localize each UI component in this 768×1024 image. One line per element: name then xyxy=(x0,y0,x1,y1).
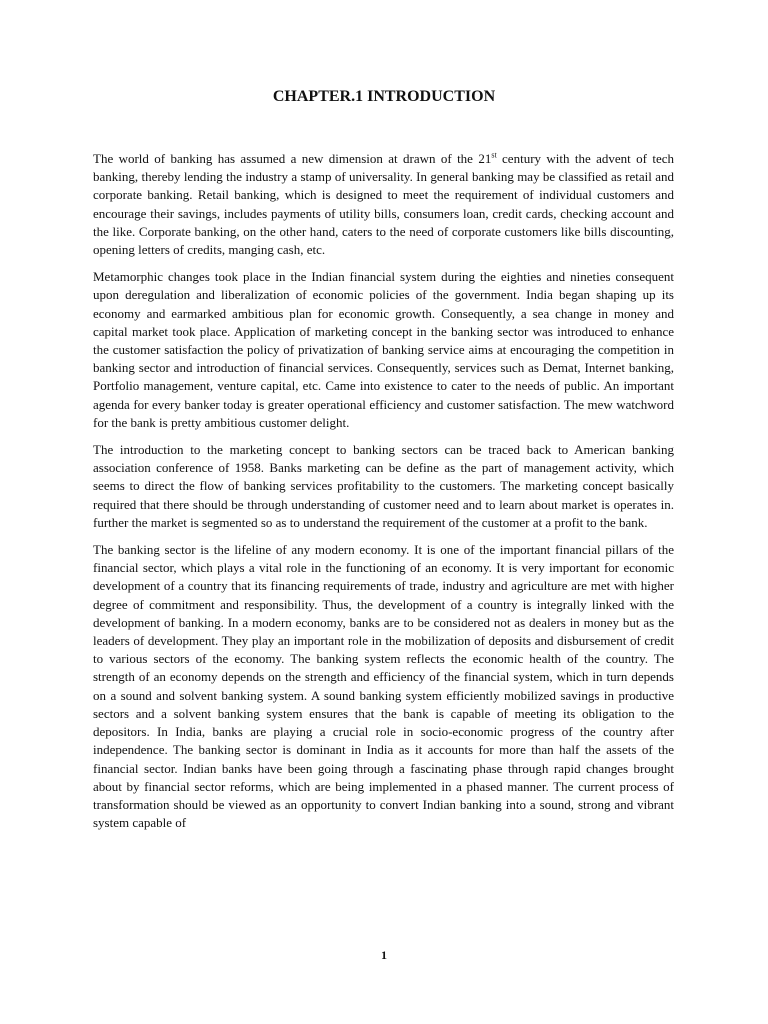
paragraph-1-start: The world of banking has assumed a new dimension at drawn of the 21 xyxy=(93,151,492,166)
page-number: 1 xyxy=(381,948,387,962)
paragraph-3: The introduction to the marketing concept to banking sectors can be traced back to American banking association conference of 1958. Banks marketing can be define as the part of management activity, which seems to direct the flow of banking services profitability to the customers. The marketing concept basically required that there should be through understanding of customer need and to learn about market is operates in. further the market is segmented so as to understand the requirement of the customer at a profit to the bank. xyxy=(93,442,674,530)
paragraph-2: Metamorphic changes took place in the Indian financial system during the eighties and nineties consequent upon deregulation and liberalization of economic policies of the government. India began shaping up its economy and earmarked ambitious plan for economic growth. Consequently, a sea change in money and capital market took place. Application of marketing concept in the banking sector was introduced to enhance the customer satisfaction the policy of privatization of banking service aims at encouraging the competition in banking sector and introduction of financial services. Consequently, services such as Demat, Internet banking, Portfolio management, venture capital, etc. Came into existence to cater to the needs of public. An important agenda for every banker today is greater operational efficiency and customer satisfaction. The mew watchword for the bank is pretty ambitious customer delight. xyxy=(93,269,674,430)
chapter-title: CHAPTER.1 INTRODUCTION xyxy=(272,88,496,105)
paragraph-1-rest: century with the advent of tech banking, thereby lending the industry a stamp of universality. In general banking may be classified as retail and corporate banking. Retail banking, which is designed to meet the requirement of individual customers and encourage their savings, includes payments of utility bills, consumers loan, credit cards, checking account and the like. Corporate banking, on the other hand, caters to the need of corporate customers like bills discounting, opening letters of credits, manging cash, etc. xyxy=(93,151,674,258)
paragraph-1 xyxy=(93,150,674,259)
paragraph-4: The banking sector is the lifeline of any modern economy. It is one of the important financial pillars of the financial sector, which plays a vital role in the functioning of an economy. It is very important for economic development of a country that its financing requirements of trade, industry and agriculture are met with higher degree of commitment and responsibility. Thus, the development of a country is integrally linked with the development of banking. In a modern economy, banks are to be considered not as dealers in money but as the leaders of development. They play an important role in the mobilization of deposits and disbursement of credit to various sectors of the economy. The banking system reflects the economic health of the country. The strength of an economy depends on the strength and efficiency of the financial system, which in turn depends on a sound and solvent banking system. A sound banking system efficiently mobilized savings in productive sectors and a solvent banking system ensures that the bank is capable of meeting its obligation to the depositors. In India, banks are playing a crucial role in socio-economic progress of the country after independence. The banking sector is dominant in India as it accounts for more than half the assets of the financial sector. Indian banks have been going through a fascinating phase through rapid changes brought about by financial sector reforms, which are being implemented in a phased manner. The current process of transformation should be viewed as an opportunity to convert Indian banking into a sound, strong and vibrant system capable of xyxy=(93,542,674,831)
ordinal-superscript: st xyxy=(491,150,497,160)
body-text xyxy=(93,150,674,841)
